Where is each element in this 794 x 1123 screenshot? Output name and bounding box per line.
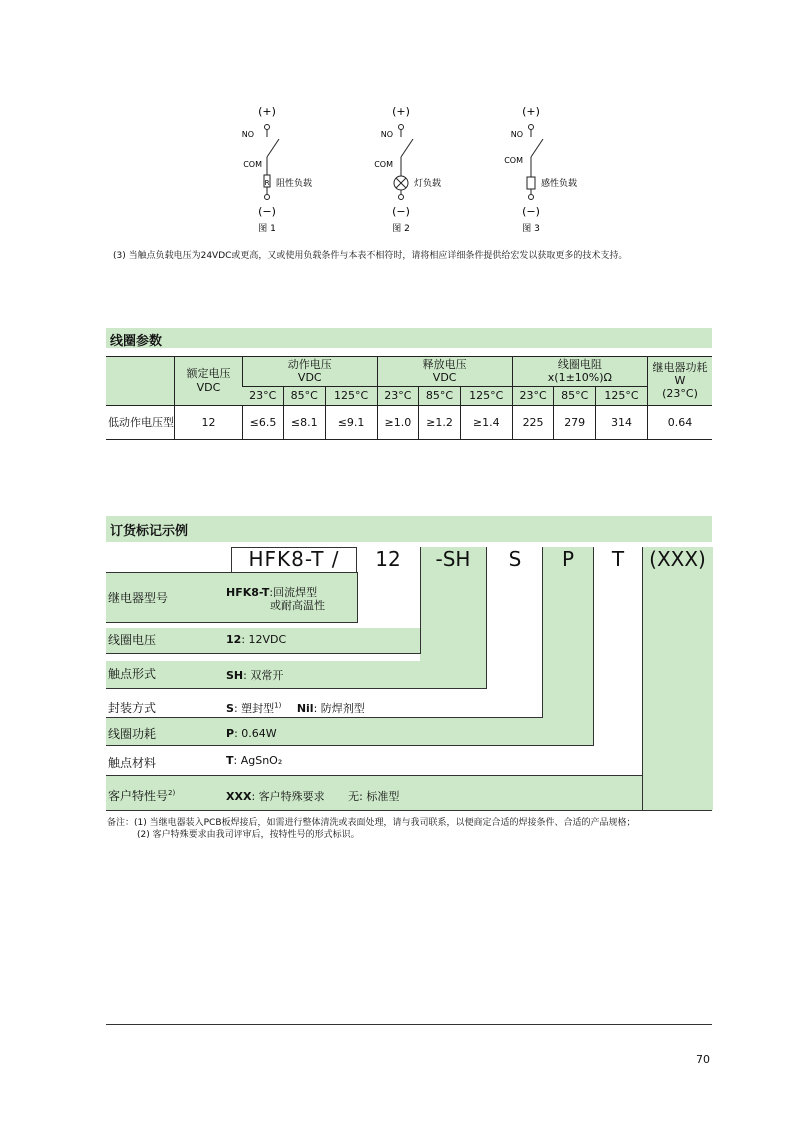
diagram-2-no: NO: [380, 130, 393, 139]
temp-header: 85°C: [283, 386, 325, 405]
resistor-symbol: R: [264, 179, 270, 187]
value-sealing: S: 塑封型$^{1)}$ Nil: 防焊剂型: [226, 701, 365, 715]
footnote-2: (2) 客户特殊要求由我司评审后，按特性号的形式标识。: [137, 830, 360, 840]
diagram-1-no: NO: [241, 130, 254, 139]
diagram-1-com: COM: [243, 160, 262, 169]
table-cell: ≥1.0: [377, 405, 419, 439]
value-coil-voltage: 12: 12VDC: [226, 633, 287, 646]
diagram-3-caption: 图 3: [522, 224, 540, 234]
coil-type-cell: 低动作电压型: [108, 416, 174, 429]
diagram-3-load: 感性负载: [541, 179, 578, 189]
table-cell: 279: [554, 405, 596, 439]
release-voltage-header: 释放电压 VDC: [377, 357, 512, 386]
value-model: HFK8-T:回流焊型 或耐高温性: [226, 586, 325, 612]
code-coil-voltage: 12: [375, 547, 401, 571]
diagram-2-com: COM: [374, 160, 393, 169]
temp-header: 85°C: [419, 386, 461, 405]
label-contact-form: 触点形式: [108, 667, 157, 681]
ordering-section-title: 订货标记示例: [110, 524, 189, 539]
label-power: 线圈功耗: [108, 727, 157, 741]
code-material: T: [611, 547, 625, 571]
diagram-1-plus: (+): [258, 105, 276, 118]
footer-rule: [106, 1024, 712, 1025]
temp-header: 23°C: [243, 386, 284, 405]
temp-header: 23°C: [512, 386, 554, 405]
temp-header: 125°C: [460, 386, 512, 405]
temp-header: 125°C: [325, 386, 377, 405]
coil-section-title: 线圈参数: [110, 334, 163, 349]
temp-header: 125°C: [596, 386, 648, 405]
label-model: 继电器型号: [108, 591, 169, 605]
p-column-block: [543, 547, 594, 745]
pickup-voltage-header: 动作电压 VDC: [243, 357, 378, 386]
table-cell: ≤9.1: [325, 405, 377, 439]
diagram-1-minus: (−): [258, 205, 276, 218]
diagram-1-caption: 图 1: [258, 224, 276, 234]
diagram-3-no: NO: [510, 130, 523, 139]
power-row-band: [106, 718, 593, 745]
table-cell: ≤6.5: [243, 405, 284, 439]
code-contact-form: -SH: [435, 547, 471, 571]
temp-header: 23°C: [377, 386, 419, 405]
code-power: P: [561, 547, 575, 571]
table-cell: 225: [512, 405, 554, 439]
diagram-2-plus: (+): [392, 105, 410, 118]
value-material: T: AgSnO₂: [226, 754, 283, 767]
value-customer: XXX: 客户特殊要求 无: 标准型: [226, 790, 400, 803]
diagram-2-load: 灯负载: [414, 179, 442, 189]
coil-resistance-header: 线圈电阻 x(1±10%)Ω: [512, 357, 647, 386]
code-sealing: S: [508, 547, 522, 571]
label-sealing: 封装方式: [108, 701, 157, 715]
diagram-1-load: 阻性负载: [276, 179, 313, 189]
table-cell: ≤8.1: [283, 405, 325, 439]
code-model: HFK8-T /: [248, 547, 340, 571]
label-material: 触点材料: [108, 756, 157, 770]
diagram-2-minus: (−): [392, 205, 410, 218]
note-3: (3) 当触点负载电压为24VDC或更高，又或使用负载条件与本表不相符时，请将相应详细条件提供给宏发以获取更多的技术支持。: [113, 251, 628, 261]
page-number: 70: [696, 1053, 710, 1066]
label-customer: 客户特性号$^{2)}$: [108, 789, 176, 803]
power-cell: 0.64: [648, 405, 713, 439]
diagram-3-com: COM: [504, 156, 523, 165]
code-customer: (XXX): [649, 547, 706, 571]
rated-voltage-cell: 12: [175, 405, 243, 439]
rated-voltage-header: 额定电压 VDC: [175, 357, 243, 405]
contact-form-row-band: [106, 661, 486, 688]
table-cell: ≥1.2: [419, 405, 461, 439]
footnote-1: 备注：(1) 当继电器装入PCB板焊接后，如需进行整体清洗或表面处理，请与我司联系，以便商定合适的焊接条件、合适的产品规格；: [107, 818, 636, 828]
xxx-column-block: [642, 547, 713, 810]
diagram-3-plus: (+): [522, 105, 540, 118]
label-coil-voltage: 线圈电压: [108, 633, 157, 647]
value-contact-form: SH: 双常开: [226, 669, 284, 682]
temp-header: 85°C: [554, 386, 596, 405]
diagram-3-minus: (−): [522, 205, 540, 218]
diagram-2-caption: 图 2: [392, 224, 410, 234]
power-header: 继电器功耗 W (23°C): [648, 357, 713, 405]
table-cell: 314: [596, 405, 648, 439]
value-power: P: 0.64W: [226, 727, 277, 740]
table-cell: ≥1.4: [460, 405, 512, 439]
